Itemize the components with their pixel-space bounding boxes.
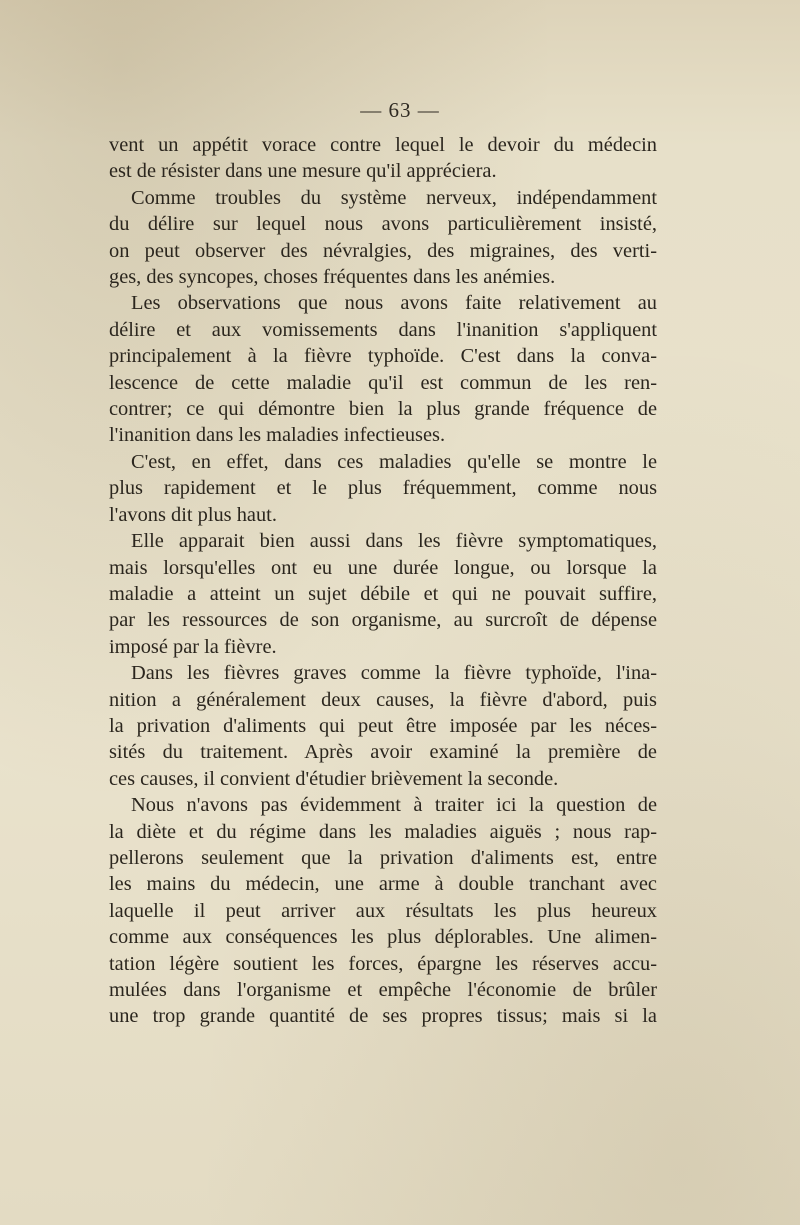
text-line: tation légère soutient les forces, épargne les réserves accu- xyxy=(109,952,657,975)
text-line: plus rapidement et le plus fréquemment, comme nous xyxy=(109,477,657,500)
text-line: par les ressources de son organisme, au surcroît de dépense xyxy=(109,609,657,632)
text-line: la diète et du régime dans les maladies aiguës ; nous rap- xyxy=(109,820,657,843)
text-line: Elle apparait bien aussi dans les fièvre symptomatiques, xyxy=(131,530,657,553)
text-line: principalement à la fièvre typhoïde. C'est dans la conva- xyxy=(109,345,657,368)
text-line: délire et aux vomissements dans l'inanition s'appliquent xyxy=(109,318,657,341)
text-line: Dans les fièvres graves comme la fièvre typhoïde, l'ina- xyxy=(131,662,657,685)
text-line: Comme troubles du système nerveux, indépendamment xyxy=(131,186,657,209)
text-line: est de résister dans une mesure qu'il appréciera. xyxy=(109,160,497,183)
body-text xyxy=(109,132,657,1030)
text-line: laquelle il peut arriver aux résultats les plus heureux xyxy=(109,899,657,922)
text-line: les mains du médecin, une arme à double tranchant avec xyxy=(109,873,657,896)
text-line: l'inanition dans les maladies infectieuses. xyxy=(109,424,446,447)
text-line: sités du traitement. Après avoir examiné la première de xyxy=(109,741,657,764)
text-line: l'avons dit plus haut. xyxy=(109,503,277,526)
text-line: imposé par la fièvre. xyxy=(109,635,277,658)
text-line: ges, des syncopes, choses fréquentes dans les anémies. xyxy=(109,266,556,289)
text-line: C'est, en effet, dans ces maladies qu'elle se montre le xyxy=(131,450,657,473)
text-line: comme aux conséquences les plus déplorables. Une alimen- xyxy=(109,926,657,949)
text-line: une trop grande quantité de ses propres tissus; mais si la xyxy=(109,1005,657,1028)
text-line: nition a généralement deux causes, la fièvre d'abord, puis xyxy=(109,688,657,711)
text-line: mais lorsqu'elles ont eu une durée longue, ou lorsque la xyxy=(109,556,657,579)
text-line: pellerons seulement que la privation d'aliments est, entre xyxy=(109,846,657,869)
text-line: Les observations que nous avons faite relativement au xyxy=(131,292,657,315)
text-line: Nous n'avons pas évidemment à traiter ici la question de xyxy=(131,794,657,817)
text-line: lescence de cette maladie qu'il est commun de les ren- xyxy=(109,371,657,394)
page-number: — 63 — xyxy=(360,98,440,122)
text-line: contrer; ce qui démontre bien la plus grande fréquence de xyxy=(109,398,657,421)
text-line: du délire sur lequel nous avons particulièrement insisté, xyxy=(109,213,657,236)
text-line: maladie a atteint un sujet débile et qui ne pouvait suffire, xyxy=(109,582,657,605)
text-line: on peut observer des névralgies, des migraines, des verti- xyxy=(109,239,657,262)
text-line: vent un appétit vorace contre lequel le devoir du médecin xyxy=(109,134,657,156)
text-line: la privation d'aliments qui peut être imposée par les néces- xyxy=(109,714,657,737)
text-line: mulées dans l'organisme et empêche l'économie de brûler xyxy=(109,979,657,1001)
text-line: ces causes, il convient d'étudier brièvement la seconde. xyxy=(109,767,559,790)
